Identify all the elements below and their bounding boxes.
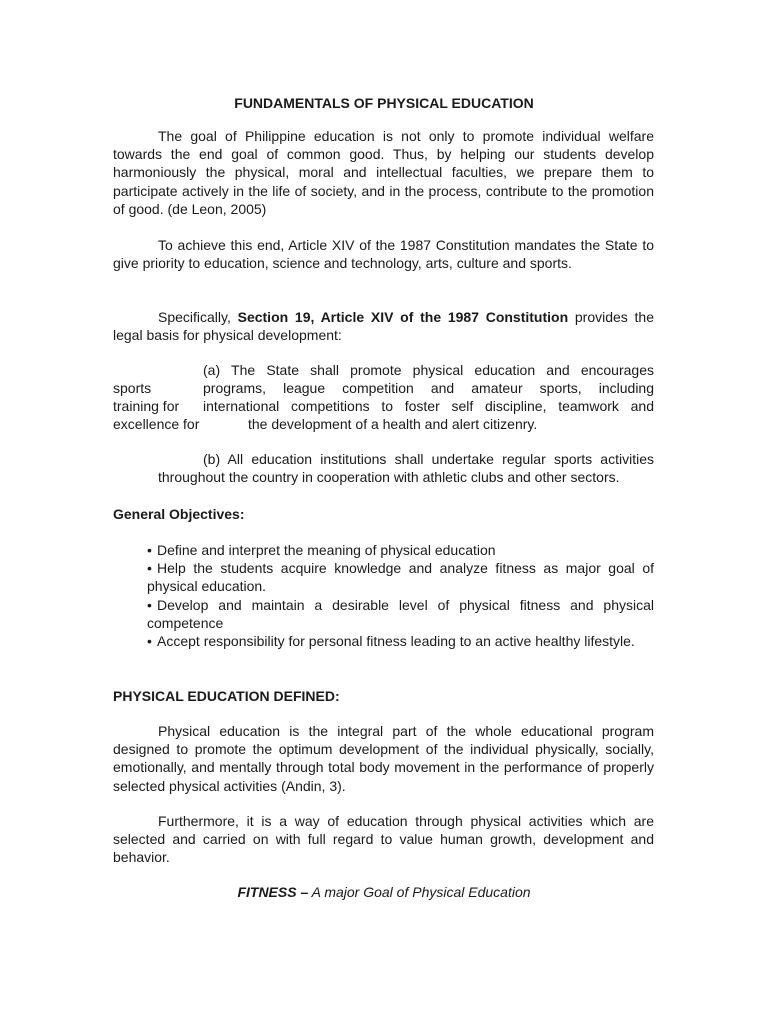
intro-paragraph: The goal of Philippine education is not only to promote individual welfare towards the end goal of common good. Thus, by helping our students develop harmoniously the physical, moral and intellectual faculties, we prepare them to participate actively in the life of society, and in the process, contribute to the promotion of good. (de Leon, 2005) (113, 128, 654, 217)
clause-b (113, 450, 654, 486)
list-item: • Develop and maintain a desirable level of physical fitness and physical competence (147, 596, 654, 631)
clause-a-line-3: international competitions to foster self discipline, teamwork and (203, 398, 654, 414)
constitution-paragraph: To achieve this end, Article XIV of the 1987 Constitution mandates the State to give priority to education, science and technology, arts, culture and sports. (113, 237, 654, 272)
clause-a-margin-word-1: sports (113, 380, 152, 396)
bullet-icon: • (147, 633, 152, 650)
clause-a-line-1: (a) The State shall promote physical education and encourages (203, 362, 654, 378)
pe-defined-heading: PHYSICAL EDUCATION DEFINED: (113, 688, 340, 704)
fitness-caption-bold: FITNESS – (237, 884, 309, 900)
list-item: • Accept responsibility for personal fitness leading to an active healthy lifestyle. (147, 633, 635, 650)
bullet-icon: • (147, 542, 152, 558)
fitness-caption-text: A major Goal of Physical Education (308, 884, 531, 900)
list-item: • Help the students acquire knowledge and analyze fitness as major goal of physical education. (147, 560, 654, 595)
furthermore-paragraph: Furthermore, it is a way of education through physical activities which are selected and carried on with full regard to value human growth, development and behavior. (113, 813, 654, 866)
clause-a-line-2: programs, league competition and amateur sports, including (203, 380, 654, 396)
fitness-caption (0, 883, 768, 901)
legal-basis-tail: provides the legal basis for physical development: (113, 309, 654, 344)
document-title: FUNDAMENTALS OF PHYSICAL EDUCATION (234, 95, 534, 111)
objectives-list (147, 541, 654, 650)
bullet-icon: • (147, 596, 152, 613)
clause-a-margin-word-3: excellence for (113, 416, 200, 432)
list-item: • Define and interpret the meaning of physical education (147, 542, 496, 558)
legal-basis-paragraph (113, 308, 654, 344)
pe-definition-paragraph: Physical education is the integral part of the whole educational program designed to promote the optimum development of the individual physically, socially, emotionally, and mentally through total body movement in the performance of properly selected physical activities (Andin, 3). (113, 723, 654, 794)
legal-basis-citation: Section 19, Article XIV of the 1987 Constitution (237, 309, 569, 325)
clause-a-margin-word-2: training for (113, 398, 180, 414)
bullet-icon: • (147, 560, 152, 577)
clause-b-text: (b) All education institutions shall undertake regular sports activities throughout the country in cooperation with athletic clubs and other sectors. (158, 451, 654, 486)
legal-basis-lead: Specifically, (158, 309, 238, 325)
clause-a-line-4: the development of a health and alert citizenry. (248, 416, 538, 432)
objectives-heading: General Objectives: (113, 506, 245, 522)
